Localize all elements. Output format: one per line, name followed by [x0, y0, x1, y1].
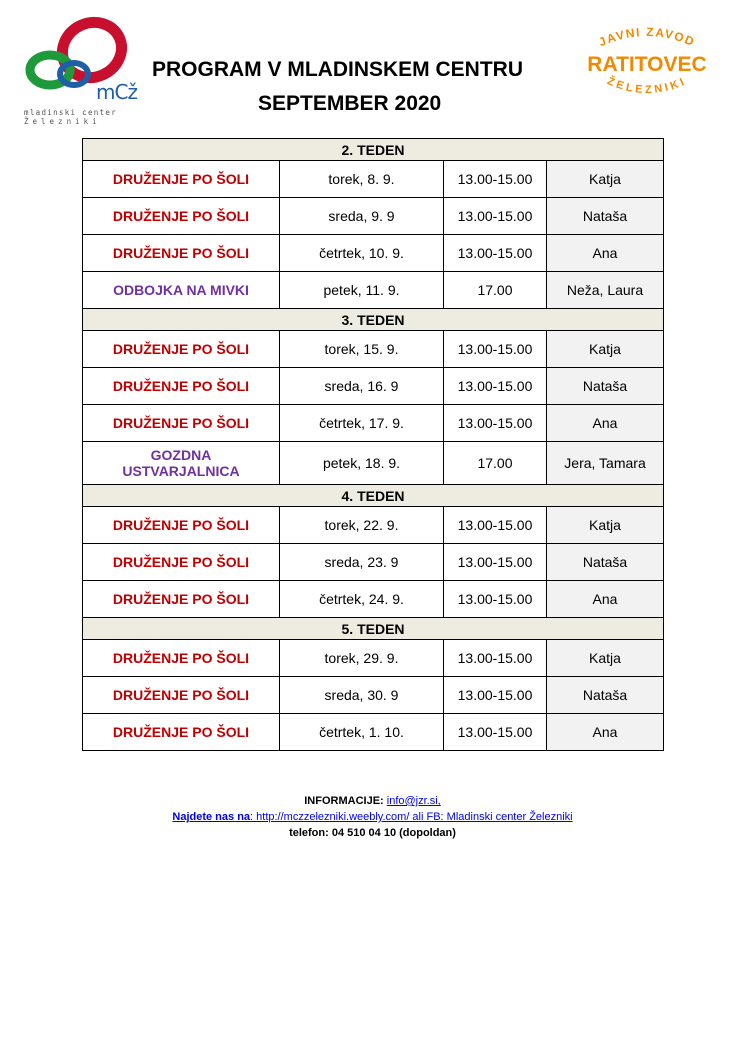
- event-date: sreda, 16. 9: [280, 368, 444, 405]
- event-person: Ana: [547, 235, 664, 272]
- schedule-body: [83, 139, 664, 751]
- event-date: četrtek, 1. 10.: [280, 714, 444, 751]
- find-label[interactable]: Najdete nas na: [172, 811, 251, 823]
- event-person: Neža, Laura: [547, 272, 664, 309]
- event-name: DRUŽENJE PO ŠOLI: [83, 507, 280, 544]
- logo-subtitle-2: Železniki: [24, 117, 101, 126]
- event-date: torek, 8. 9.: [280, 161, 444, 198]
- event-time: 13.00-15.00: [444, 405, 547, 442]
- event-time: 13.00-15.00: [444, 331, 547, 368]
- event-name: DRUŽENJE PO ŠOLI: [83, 714, 280, 751]
- event-person: Nataša: [547, 544, 664, 581]
- event-name-line2: USTVARJALNICA: [122, 463, 240, 479]
- mcz-logo: [24, 12, 140, 124]
- footer-info: [82, 795, 663, 807]
- event-date: četrtek, 24. 9.: [280, 581, 444, 618]
- event-row: [83, 544, 664, 581]
- logo-right-line2: RATITOVEC: [587, 53, 707, 76]
- event-row: [83, 161, 664, 198]
- event-date: sreda, 23. 9: [280, 544, 444, 581]
- footer-phone: telefon: 04 510 04 10 (dopoldan): [289, 827, 456, 839]
- event-person: Ana: [547, 714, 664, 751]
- event-name: DRUŽENJE PO ŠOLI: [83, 544, 280, 581]
- page-title: PROGRAM V MLADINSKEM CENTRU: [152, 58, 523, 81]
- event-person: Nataša: [547, 368, 664, 405]
- logo-right-line3: ŽELEZNIKI: [605, 75, 689, 97]
- ratitovec-logo-icon: [572, 22, 722, 102]
- event-name: DRUŽENJE PO ŠOLI: [83, 161, 280, 198]
- event-date: četrtek, 10. 9.: [280, 235, 444, 272]
- event-time: 13.00-15.00: [444, 544, 547, 581]
- event-name: DRUŽENJE PO ŠOLI: [83, 640, 280, 677]
- logo-right-line1: JAVNI ZAVOD: [596, 24, 698, 50]
- event-time: 13.00-15.00: [444, 581, 547, 618]
- info-label: INFORMACIJE:: [304, 795, 384, 807]
- event-person: Nataša: [547, 198, 664, 235]
- week-label: 5. TEDEN: [83, 618, 664, 640]
- event-name-line1: GOZDNA: [150, 447, 212, 463]
- event-person: Katja: [547, 640, 664, 677]
- week-label: 3. TEDEN: [83, 309, 664, 331]
- week-header-row: [83, 485, 664, 507]
- week-label: 4. TEDEN: [83, 485, 664, 507]
- event-time: 13.00-15.00: [444, 640, 547, 677]
- week-header-row: [83, 618, 664, 640]
- event-time: 13.00-15.00: [444, 677, 547, 714]
- event-row: [83, 331, 664, 368]
- event-name: DRUŽENJE PO ŠOLI: [83, 405, 280, 442]
- event-time: 13.00-15.00: [444, 368, 547, 405]
- week-label: 2. TEDEN: [83, 139, 664, 161]
- event-date: torek, 22. 9.: [280, 507, 444, 544]
- event-date: četrtek, 17. 9.: [280, 405, 444, 442]
- event-name: DRUŽENJE PO ŠOLI: [83, 331, 280, 368]
- event-time: 17.00: [444, 442, 547, 485]
- event-time: 13.00-15.00: [444, 235, 547, 272]
- event-date: petek, 18. 9.: [280, 442, 444, 485]
- week-header-row: [83, 309, 664, 331]
- info-email-link[interactable]: info@jzr.si,: [386, 795, 441, 807]
- event-name: [83, 442, 280, 485]
- event-person: Katja: [547, 507, 664, 544]
- week-header-row: [83, 139, 664, 161]
- event-row: [83, 368, 664, 405]
- event-time: 13.00-15.00: [444, 507, 547, 544]
- event-time: 13.00-15.00: [444, 714, 547, 751]
- event-row: [83, 677, 664, 714]
- page-subtitle: SEPTEMBER 2020: [258, 92, 442, 115]
- event-person: Ana: [547, 581, 664, 618]
- event-row: [83, 507, 664, 544]
- event-time: 13.00-15.00: [444, 161, 547, 198]
- event-name: DRUŽENJE PO ŠOLI: [83, 198, 280, 235]
- event-time: 13.00-15.00: [444, 198, 547, 235]
- event-row: [83, 581, 664, 618]
- event-date: petek, 11. 9.: [280, 272, 444, 309]
- event-row: [83, 714, 664, 751]
- event-row: [83, 442, 664, 485]
- event-person: Katja: [547, 161, 664, 198]
- event-name: DRUŽENJE PO ŠOLI: [83, 235, 280, 272]
- footer-find: [82, 811, 663, 823]
- ratitovec-logo: [572, 22, 722, 102]
- event-name: ODBOJKA NA MIVKI: [83, 272, 280, 309]
- event-row: [83, 640, 664, 677]
- find-links[interactable]: : http://mczzelezniki.weebly.com/ ali FB: Mladinski center Železniki: [250, 811, 573, 823]
- event-date: sreda, 30. 9: [280, 677, 444, 714]
- event-name: DRUŽENJE PO ŠOLI: [83, 581, 280, 618]
- event-person: Jera, Tamara: [547, 442, 664, 485]
- svg-text:JAVNI ZAVOD: [597, 25, 698, 49]
- event-date: sreda, 9. 9: [280, 198, 444, 235]
- schedule-table: [82, 138, 664, 751]
- event-row: [83, 405, 664, 442]
- event-time: 17.00: [444, 272, 547, 309]
- svg-text:ŽELEZNIKI: [605, 74, 688, 96]
- event-person: Nataša: [547, 677, 664, 714]
- event-name: DRUŽENJE PO ŠOLI: [83, 368, 280, 405]
- event-row: [83, 198, 664, 235]
- mcz-mark: mCž: [96, 80, 137, 104]
- event-row: [83, 272, 664, 309]
- event-person: Ana: [547, 405, 664, 442]
- logo-subtitle-1: mladinski center: [24, 108, 118, 117]
- event-person: Katja: [547, 331, 664, 368]
- event-date: torek, 15. 9.: [280, 331, 444, 368]
- event-name: DRUŽENJE PO ŠOLI: [83, 677, 280, 714]
- event-date: torek, 29. 9.: [280, 640, 444, 677]
- event-row: [83, 235, 664, 272]
